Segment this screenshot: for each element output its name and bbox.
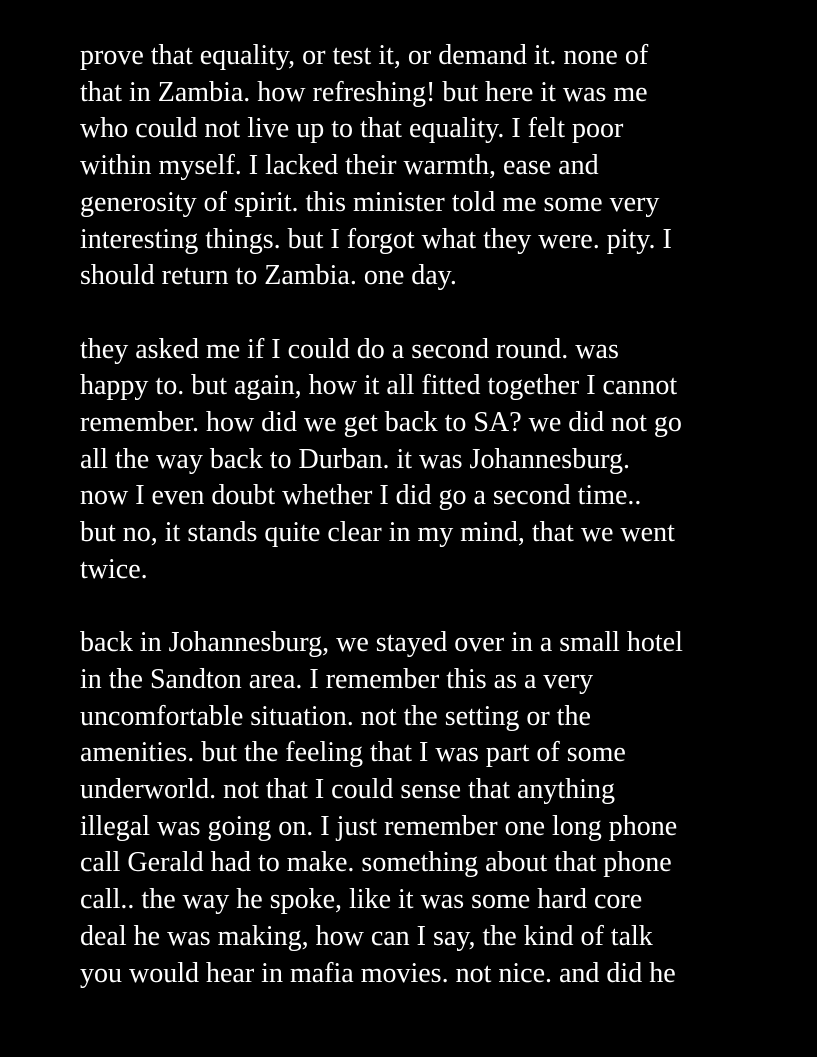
text-line: remember. how did we get back to SA? we did not go bbox=[80, 407, 682, 439]
text-line: but no, it stands quite clear in my mind, that we went bbox=[80, 517, 675, 549]
paragraph-3 bbox=[80, 625, 795, 992]
text-line: who could not live up to that equality. I felt poor bbox=[80, 113, 624, 145]
text-line: in the Sandton area. I remember this as a very bbox=[80, 663, 594, 695]
text-line: now I even doubt whether I did go a second time.. bbox=[80, 480, 642, 512]
text-line: amenities. but the feeling that I was part of some bbox=[80, 737, 626, 769]
text-line: that in Zambia. how refreshing! but here it was me bbox=[80, 76, 648, 108]
document-page bbox=[80, 38, 795, 1029]
text-line: call Gerald had to make. something about that phone bbox=[80, 847, 672, 879]
text-line: should return to Zambia. one day. bbox=[80, 260, 457, 292]
text-line: deal he was making, how can I say, the kind of talk bbox=[80, 920, 653, 952]
text-line: back in Johannesburg, we stayed over in a small hotel bbox=[80, 627, 683, 659]
text-line: happy to. but again, how it all fitted together I cannot bbox=[80, 370, 678, 402]
text-line: generosity of spirit. this minister told me some very bbox=[80, 186, 660, 218]
text-line: underworld. not that I could sense that anything bbox=[80, 774, 615, 806]
text-line: twice. bbox=[80, 553, 148, 585]
paragraph-2 bbox=[80, 332, 795, 589]
text-line: prove that equality, or test it, or demand it. none of bbox=[80, 40, 649, 71]
text-line: you would hear in mafia movies. not nice. and did he bbox=[80, 957, 676, 989]
text-line: within myself. I lacked their warmth, ease and bbox=[80, 150, 599, 182]
text-line: they asked me if I could do a second round. was bbox=[80, 333, 619, 365]
text-line: call.. the way he spoke, like it was some hard core bbox=[80, 884, 643, 916]
text-line: all the way back to Durban. it was Johannesburg. bbox=[80, 443, 631, 475]
text-line: uncomfortable situation. not the setting or the bbox=[80, 700, 591, 732]
text-line: interesting things. but I forgot what they were. pity. I bbox=[80, 223, 672, 255]
text-line: illegal was going on. I just remember one long phone bbox=[80, 810, 678, 842]
paragraph-1 bbox=[80, 38, 795, 295]
